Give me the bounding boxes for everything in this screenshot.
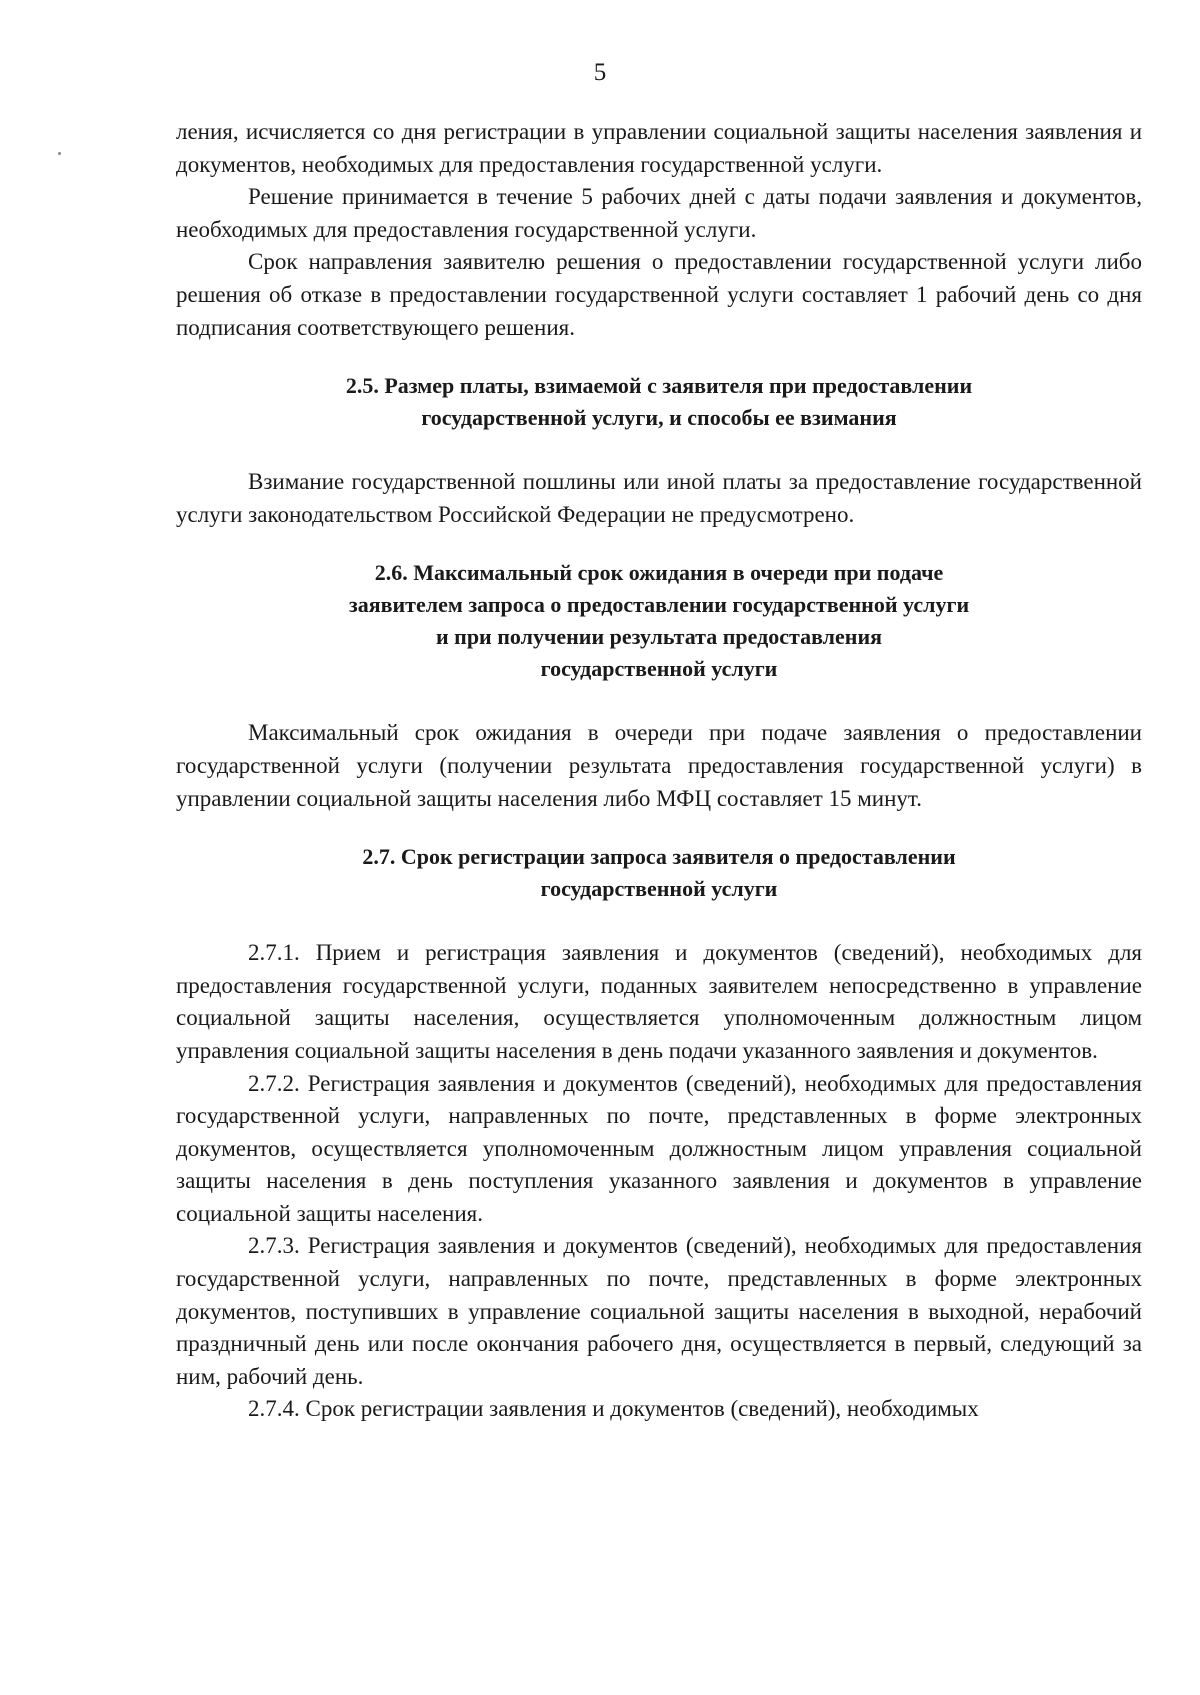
heading-line: 2.6. Максимальный срок ожидания в очереди при подаче [374, 560, 944, 586]
heading-line: заявителем запроса о предоставлении государственной услуги [348, 592, 970, 618]
paragraph-2-7-3: 2.7.3. Регистрация заявления и документов (сведений), необходимых для предоставления государственной услуги, направленных по почте, представленных в форме электронных документов, поступивших в управление социальной защиты населения в выходной, нерабочий праздничный день или после окончания рабочего дня, осуществляется в первый, следующий за ним, рабочий день. [176, 1233, 1142, 1389]
heading-line: 2.5. Размер платы, взимаемой с заявителя при предоставлении [345, 373, 973, 399]
paragraph-2-7-2: 2.7.2. Регистрация заявления и документов (сведений), необходимых для предоставления государственной услуги, направленных по почте, представленных в форме электронных документов, осуществляется уполномоченным должностным лицом управления социальной защиты населения в день поступления указанного заявления и документов в управление социальной защиты населения. [176, 1070, 1142, 1226]
paragraph-decision-sending: Срок направления заявителю решения о предоставлении государственной услуги либо решения об отказе в предоставлении государственной услуги составляет 1 рабочий день со дня подписания соответствующего решения. [176, 249, 1142, 340]
document-body [176, 116, 1142, 1426]
paragraph-continuation: ления, исчисляется со дня регистрации в управлении социальной защиты населения заявления и документов, необходимых для предоставления государственной услуги. [176, 119, 1142, 177]
margin-speck [58, 152, 61, 155]
paragraph-fee: Взимание государственной пошлины или иной платы за предоставление государственной услуги законодательством Российской Федерации не предусмотрено. [176, 469, 1142, 527]
heading-line: государственной услуги [540, 656, 778, 682]
paragraph-2-7-4: 2.7.4. Срок регистрации заявления и документов (сведений), необходимых [248, 1396, 979, 1422]
paragraph-decision-time: Решение принимается в течение 5 рабочих дней с даты подачи заявления и документов, необходимых для предоставления государственной услуги. [176, 184, 1142, 242]
heading-line: государственной услуги [540, 876, 778, 902]
section-heading-2-7 [176, 841, 1142, 905]
paragraph-queue-time: Максимальный срок ожидания в очереди при подаче заявления о предоставлении государственной услуги (получении результата предоставления государственной услуги) в управлении социальной защиты населения либо МФЦ составляет 15 минут. [176, 720, 1142, 811]
page-number: 5 [593, 59, 607, 86]
heading-line: и при получении результата предоставления [435, 624, 883, 650]
paragraph-2-7-1: 2.7.1. Прием и регистрация заявления и документов (сведений), необходимых для предоставления государственной услуги, поданных заявителем непосредственно в управление социальной защиты населения, осуществляется уполномоченным должностным лицом управления социальной защиты населения в день подачи указанного заявления и документов. [176, 940, 1142, 1063]
section-heading-2-6 [176, 557, 1142, 685]
heading-line: 2.7. Срок регистрации запроса заявителя о предоставлении [362, 844, 956, 870]
heading-line: государственной услуги, и способы ее взимания [421, 405, 897, 431]
section-heading-2-5 [176, 370, 1142, 434]
